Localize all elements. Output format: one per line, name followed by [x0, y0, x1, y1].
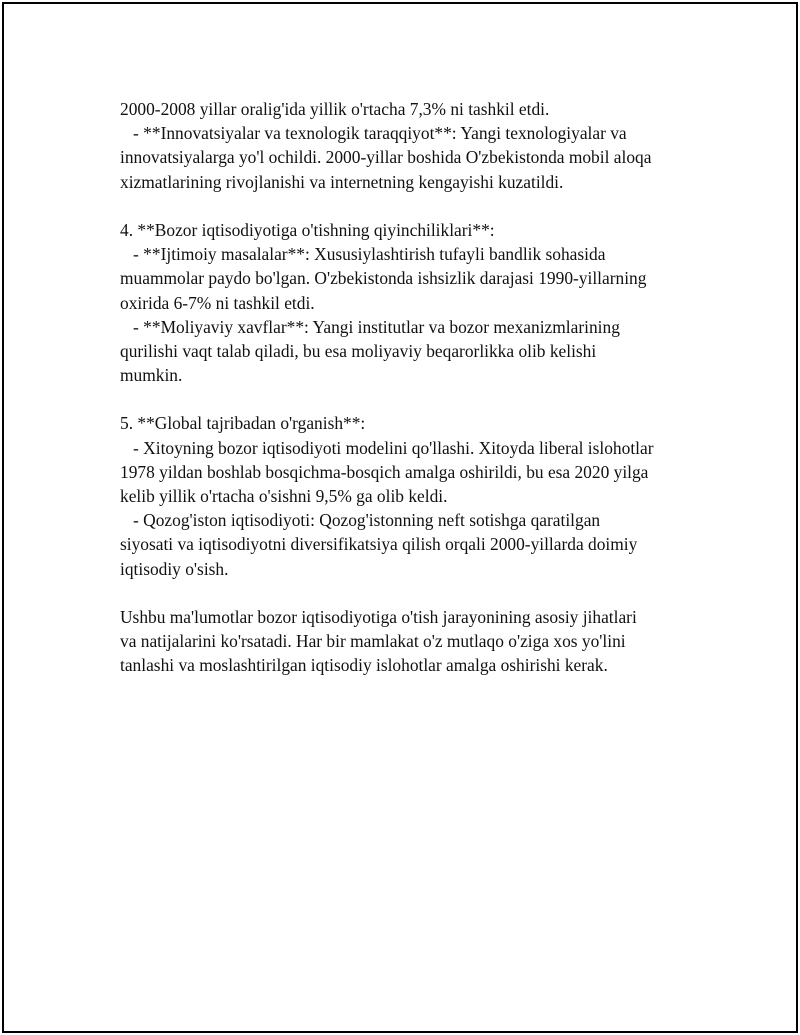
document-body [120, 97, 690, 678]
text-line: innovatsiyalarga yo'l ochildi. 2000-yillar boshida O'zbekistonda mobil aloqa [120, 147, 652, 168]
text-line: - Qozog'iston iqtisodiyoti: Qozog'istonning neft sotishga qaratilgan [120, 510, 601, 531]
blank-line [120, 581, 690, 605]
page-frame [2, 2, 798, 1033]
text-line: siyosati va iqtisodiyotni diversifikatsiya qilish orqali 2000-yillarda doimiy [120, 534, 638, 555]
text-line: iqtisodiy o'sish. [120, 558, 229, 579]
text-line: kelib yillik o'rtacha o'sishni 9,5% ga olib keldi. [120, 486, 448, 506]
text-line: - **Moliyaviy xavflar**: Yangi institutlar va bozor mexanizmlarining [120, 316, 620, 337]
text-line: xizmatlarining rivojlanishi va internetning kengayishi kuzatildi. [120, 171, 564, 192]
section-heading: 5. **Global tajribadan o'rganish**: [120, 413, 366, 434]
text-line: Ushbu ma'lumotlar bozor iqtisodiyotiga o'tish jarayonining asosiy jihatlari [120, 606, 637, 627]
text-line: - **Ijtimoiy masalalar**: Xususiylashtirish tufayli bandlik sohasida [120, 244, 606, 265]
text-line: va natijalarini ko'rsatadi. Har bir mamlakat o'z mutlaqo o'ziga xos yo'lini [120, 631, 626, 652]
blank-line [120, 194, 690, 218]
section-heading: 4. **Bozor iqtisodiyotiga o'tishning qiyinchiliklari**: [120, 219, 495, 240]
text-line: muammolar paydo bo'lgan. O'zbekistonda ishsizlik darajasi 1990-yillarning [120, 268, 647, 289]
text-line: oxirida 6-7% ni tashkil etdi. [120, 292, 315, 313]
text-line: - Xitoyning bozor iqtisodiyoti modelini qo'llashi. Xitoyda liberal islohotlar [120, 437, 654, 458]
text-line: tanlashi va moslashtirilgan iqtisodiy islohotlar amalga oshirishi kerak. [120, 655, 608, 676]
text-line: - **Innovatsiyalar va texnologik taraqqiyot**: Yangi texnologiyalar va [120, 123, 627, 144]
text-line: 1978 yildan boshlab bosqichma-bosqich amalga oshirildi, bu esa 2020 yilga [120, 461, 649, 482]
blank-line [120, 387, 690, 411]
text-line: mumkin. [120, 365, 183, 386]
text-line: 2000-2008 yillar oralig'ida yillik o'rtacha 7,3% ni tashkil etdi. [120, 99, 550, 119]
text-line: qurilishi vaqt talab qiladi, bu esa moliyaviy beqarorlikka olib kelishi [120, 340, 597, 361]
